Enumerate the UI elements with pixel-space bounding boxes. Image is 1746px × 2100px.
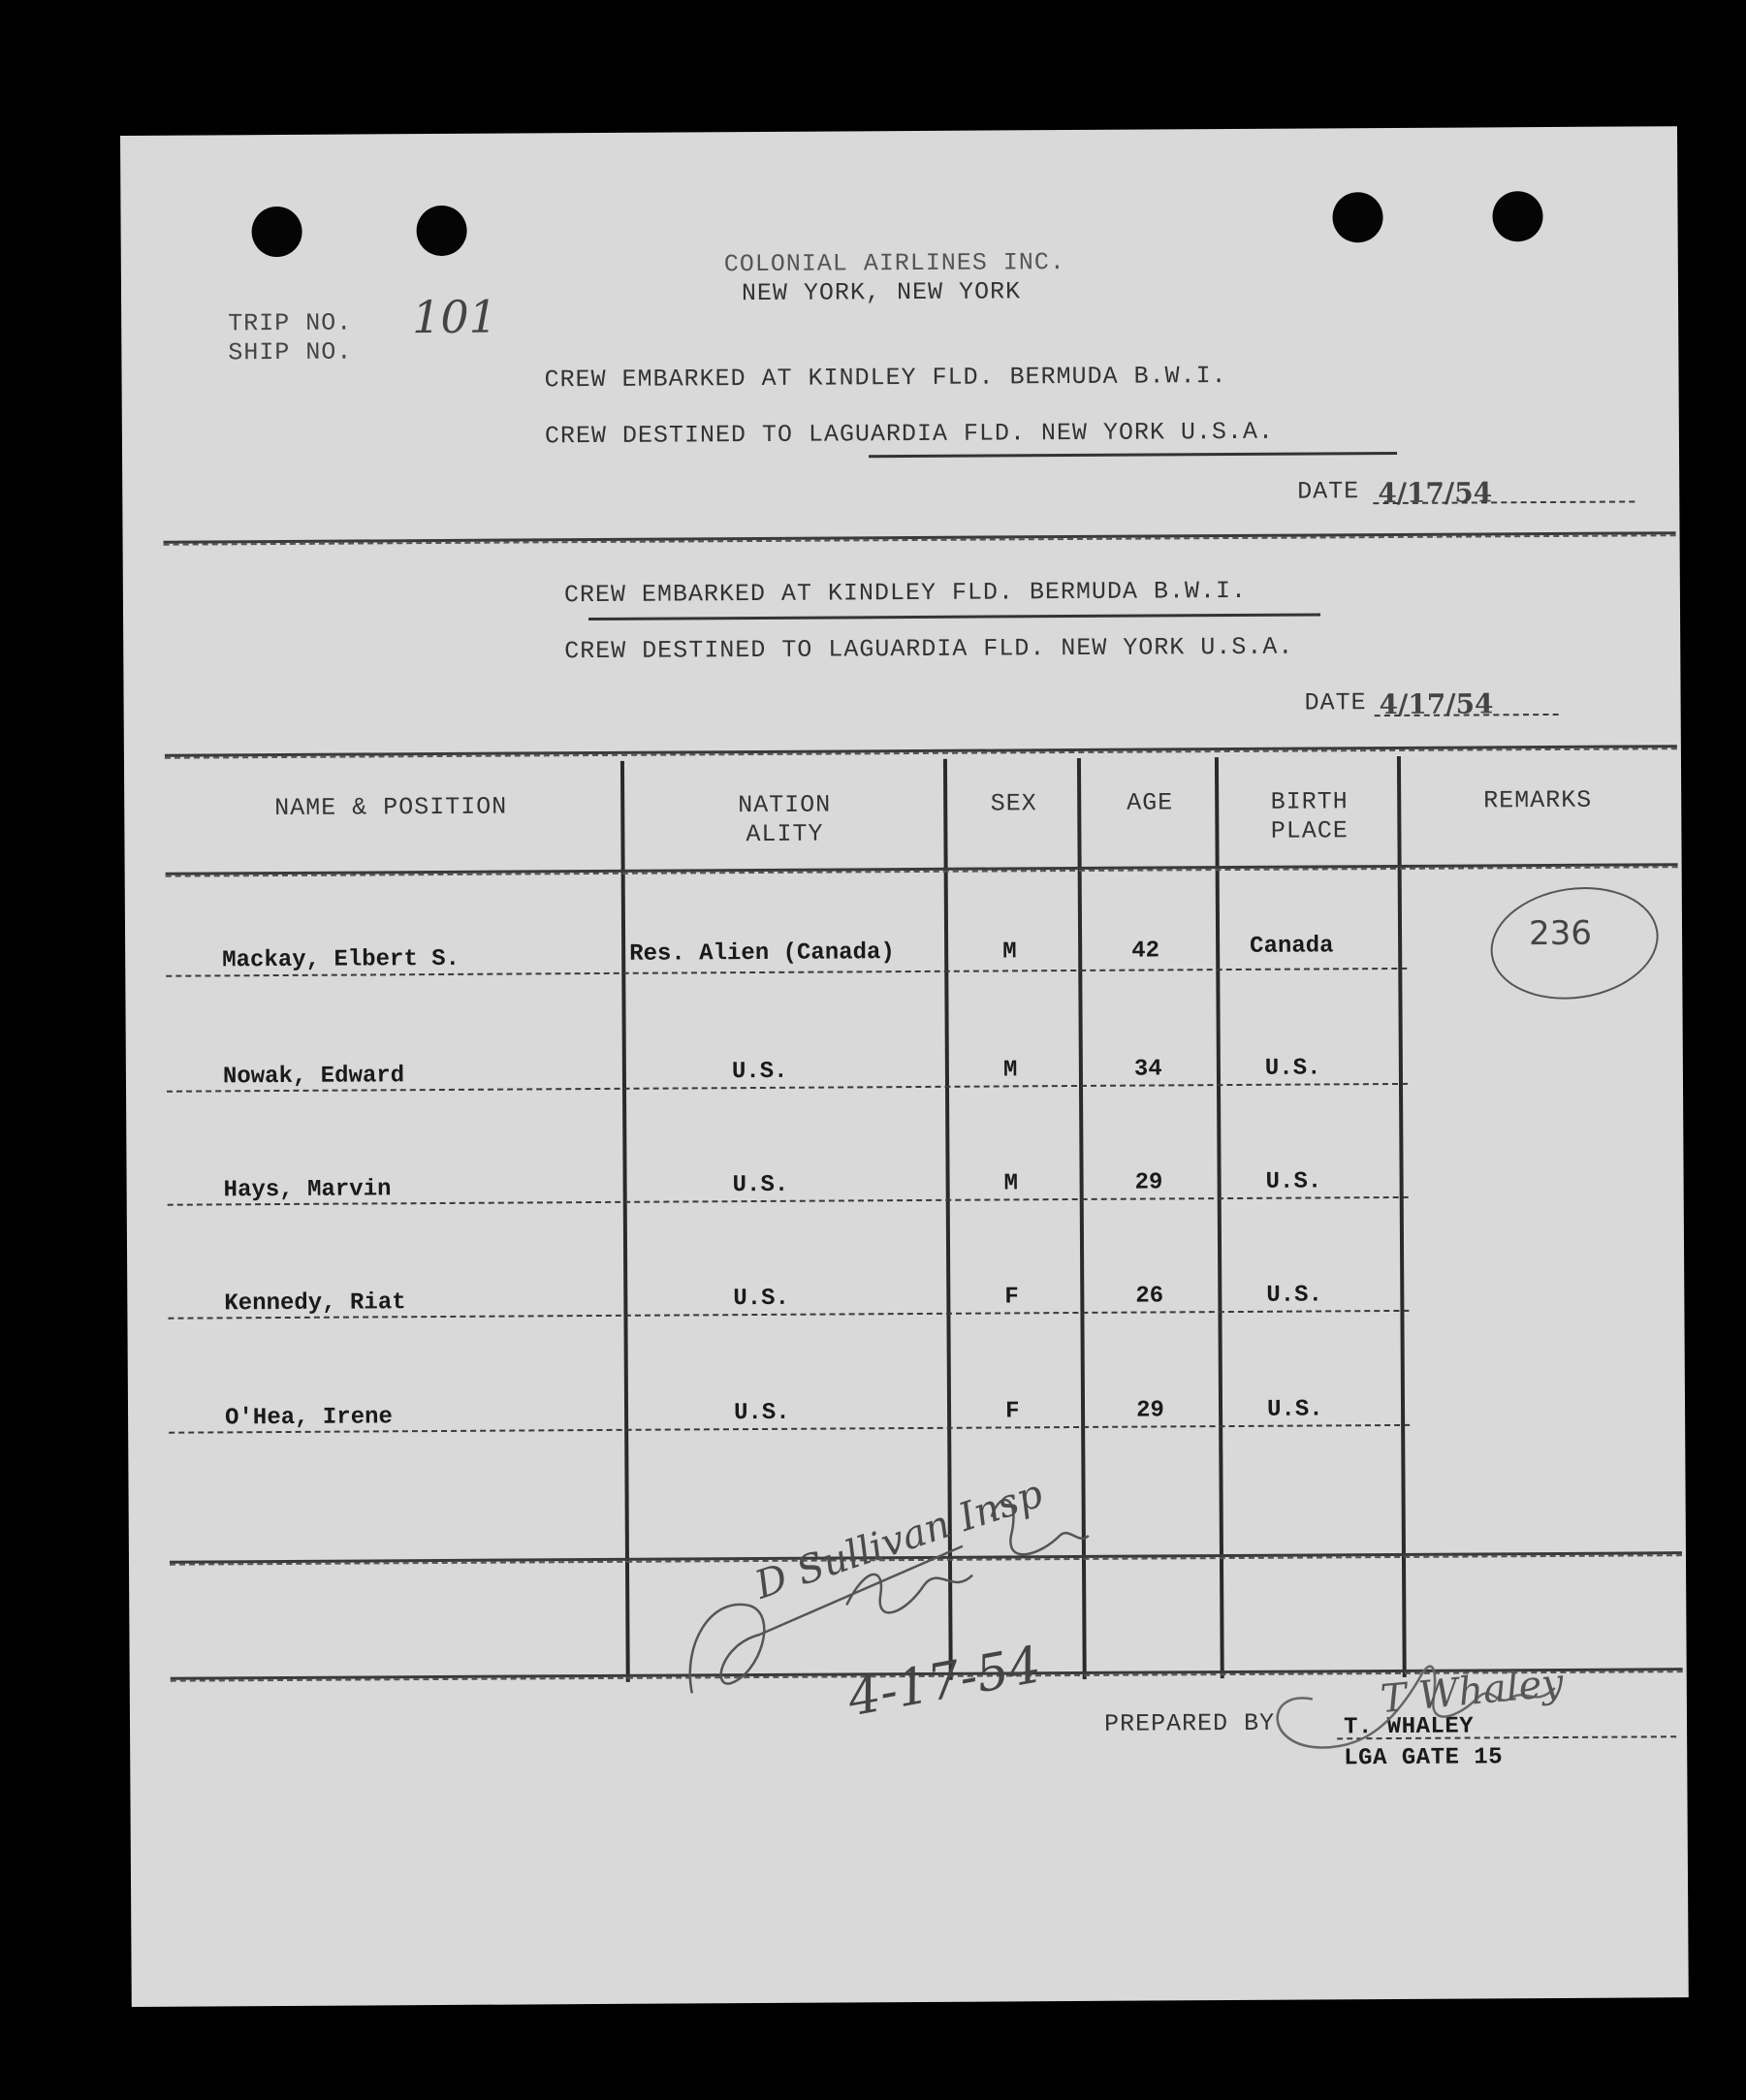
row-4-age: 26 [1135, 1283, 1164, 1310]
row-1-nationality: Res. Alien (Canada) [629, 939, 895, 968]
underline [869, 452, 1397, 458]
row-1-remarks: 236 [1528, 913, 1593, 954]
date-value-2: 4/17/54 [1379, 687, 1494, 721]
preparer-signature: T Whaley [1379, 1660, 1566, 1723]
company-city: NEW YORK, NEW YORK [741, 277, 1022, 308]
row-4-birthplace: U.S. [1266, 1282, 1323, 1309]
punch-hole [416, 206, 466, 256]
row-2-birthplace: U.S. [1264, 1055, 1321, 1082]
row-3-age: 29 [1134, 1169, 1163, 1196]
row-5-name: O'Hea, Irene [225, 1404, 393, 1432]
row-5-age: 29 [1135, 1397, 1164, 1424]
embarked-line-1: CREW EMBARKED AT KINDLEY FLD. BERMUDA B.W.I. [544, 362, 1227, 395]
row-4-nationality: U.S. [733, 1285, 790, 1313]
row-5-birthplace: U.S. [1266, 1396, 1323, 1423]
punch-hole [251, 207, 302, 257]
inspector-signature: D Sullivan Insp [749, 1471, 1049, 1608]
separator-1 [164, 531, 1676, 546]
trip-label: TRIP NO. [228, 308, 353, 338]
row-1-birthplace: Canada [1250, 933, 1334, 960]
header-birthplace-2: PLACE [1270, 816, 1349, 845]
row-4-name: Kennedy, Riat [224, 1289, 406, 1318]
date-label-1: DATE [1297, 477, 1360, 506]
prepared-by-label: PREPARED BY [1103, 1708, 1276, 1738]
row-5-sex: F [1004, 1398, 1020, 1425]
row-5-nationality: U.S. [733, 1399, 790, 1427]
destined-line-2: CREW DESTINED TO LAGUARDIA FLD. NEW YORK U.S.A. [564, 632, 1294, 666]
ship-label: SHIP NO. [228, 337, 353, 367]
header-nationality-2: ALITY [746, 819, 824, 849]
row-3-birthplace: U.S. [1265, 1168, 1322, 1195]
row-3-nationality: U.S. [732, 1171, 789, 1199]
row-1-sex: M [1002, 939, 1017, 966]
row-3-sex: M [1003, 1170, 1019, 1197]
date-line-1 [1373, 500, 1635, 504]
prepared-by-location: LGA GATE 15 [1344, 1744, 1504, 1772]
underline [588, 613, 1320, 620]
row-2-name: Nowak, Edward [222, 1063, 405, 1091]
document-page [120, 126, 1689, 2007]
date-label-2: DATE [1304, 688, 1367, 717]
header-nationality-1: NATION [738, 790, 832, 820]
embarked-line-2: CREW EMBARKED AT KINDLEY FLD. BERMUDA B.W.I. [563, 576, 1248, 610]
header-sex: SEX [990, 789, 1037, 818]
table-top-rule [165, 745, 1677, 759]
prepared-by-name: T. WHALEY [1343, 1713, 1475, 1741]
inspector-date: 4-17-54 [843, 1636, 1046, 1729]
row-1-age: 42 [1131, 938, 1160, 965]
header-remarks: REMARKS [1483, 785, 1593, 815]
header-bottom-rule [166, 863, 1678, 877]
row-3-name: Hays, Marvin [223, 1176, 392, 1204]
row-1-name: Mackay, Elbert S. [222, 945, 460, 974]
trip-number: 101 [411, 290, 498, 344]
row-4-sex: F [1004, 1284, 1019, 1311]
punch-hole [1332, 192, 1382, 242]
header-age: AGE [1127, 788, 1174, 817]
destined-line-1: CREW DESTINED TO LAGUARDIA FLD. NEW YORK U.S.A. [544, 417, 1275, 451]
column-divider [1397, 756, 1407, 1677]
column-divider [1215, 757, 1224, 1678]
row-2-nationality: U.S. [731, 1058, 788, 1086]
row-2-age: 34 [1133, 1056, 1162, 1083]
company-name: COLONIAL AIRLINES INC. [723, 248, 1065, 279]
date-value-1: 4/17/54 [1378, 476, 1493, 510]
punch-hole [1492, 191, 1542, 241]
header-name-position: NAME & POSITION [274, 792, 508, 823]
column-divider [620, 761, 630, 1682]
row-2-sex: M [1002, 1057, 1018, 1084]
header-birthplace-1: BIRTH [1270, 787, 1349, 816]
